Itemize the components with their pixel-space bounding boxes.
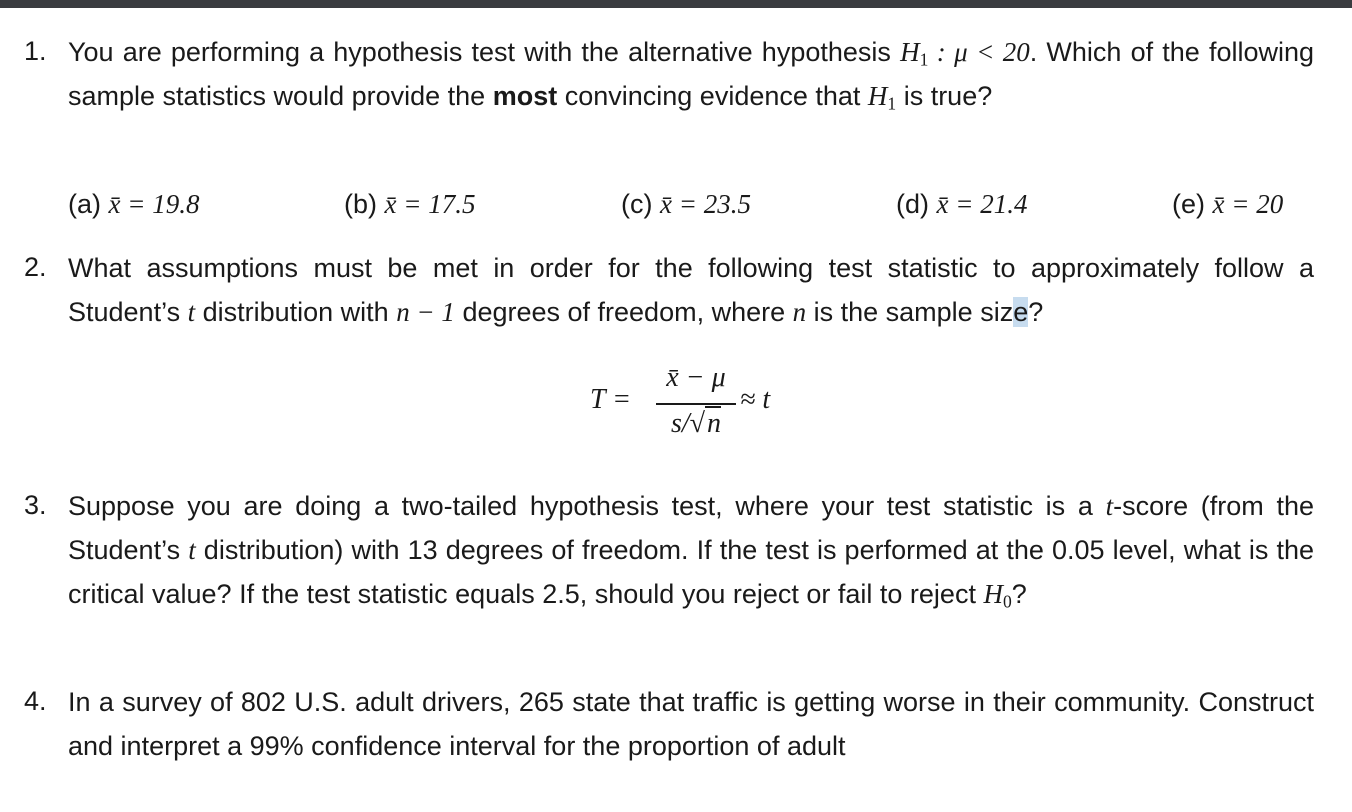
question-4-number: 4. — [24, 686, 47, 716]
formula-denominator: s/√n — [670, 408, 722, 439]
formula-numerator: x̄ − μ — [666, 362, 726, 393]
question-4-text: In a survey of 802 U.S. adult drivers, 265 state that traffic is getting worse in their community. Construct and interpret a 99% confidence interval for the proportion of adult — [68, 687, 1314, 761]
top-bar — [0, 0, 1352, 8]
choice-c: (c) x̄ = 23.5 — [621, 189, 751, 219]
question-1-number: 1. — [24, 36, 47, 66]
test-statistic-formula — [590, 362, 830, 452]
question-2-text: What assumptions must be met in order for the following test statistic to approximately follow a Student’s t distribution with n − 1 degrees of freedom, where n is the sample size? — [68, 253, 1314, 327]
choice-a: (a) x̄ = 19.8 — [68, 189, 200, 219]
question-3-number: 3. — [24, 490, 47, 520]
question-2-number: 2. — [24, 252, 47, 282]
fraction-bar — [656, 403, 736, 405]
question-3-text: Suppose you are doing a two-tailed hypothesis test, where your test statistic is a t-score (from the Student’s t distribution) with 13 degrees of freedom. If the test is performed at the 0.05 level, what is the critical value? If the test statistic equals 2.5, should you reject or fail to reject $H_0$? — [68, 491, 1315, 612]
choice-d: (d) x̄ = 21.4 — [896, 189, 1028, 219]
text-selection-highlight: e — [1013, 297, 1029, 327]
choice-e: (e) x̄ = 20 — [1172, 189, 1284, 219]
question-1-text: You are performing a hypothesis test with the alternative hypothesis $H_1$ : μ < 20. Which of the following sample statistics would provide the most convincing evidence that $H_1$ is true? — [68, 37, 1314, 114]
formula-rhs: ≈ t — [740, 384, 771, 415]
choice-b: (b) x̄ = 17.5 — [344, 189, 476, 219]
formula-lhs: T = — [590, 384, 631, 415]
